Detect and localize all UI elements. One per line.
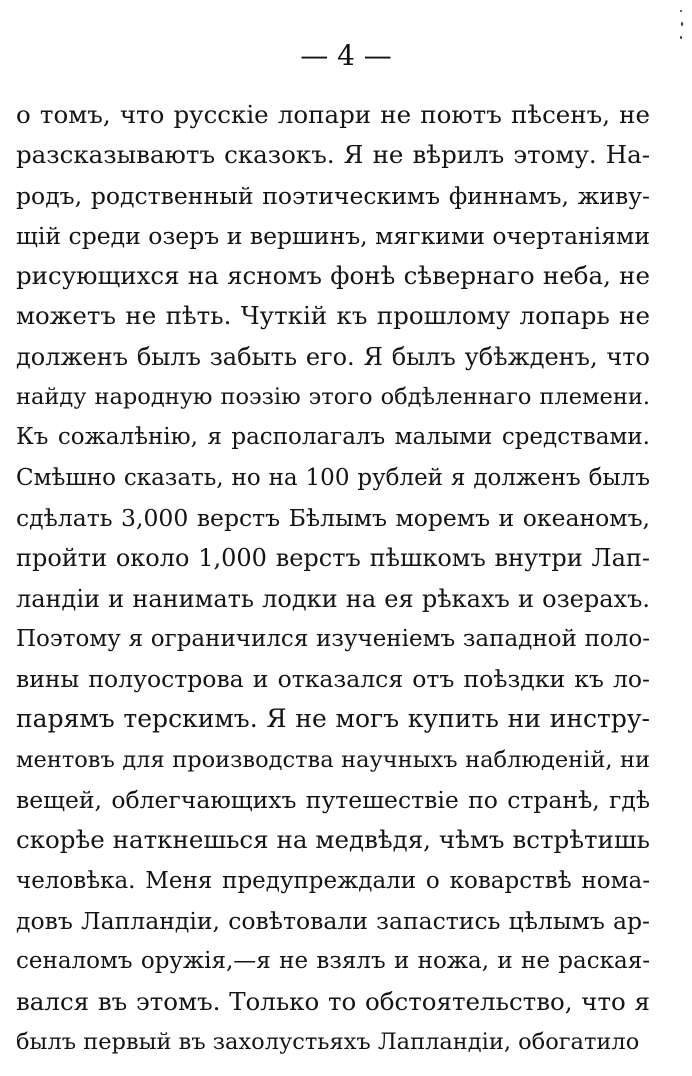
text-line: можетъ не пѣть. Чуткій къ прошлому лопарь не — [16, 301, 650, 331]
text-line: родъ, родственный поэтическимъ финнамъ, живу- — [16, 181, 650, 210]
text-line: рисующихся на ясномъ фонѣ сѣвернаго неба, не — [16, 261, 650, 291]
text-line: долженъ былъ забыть его. Я былъ убѣжденъ, что — [16, 342, 650, 371]
text-line: ментовъ для производства научныхъ наблюденій, ни — [16, 746, 650, 773]
text-line: скорѣе наткнешься на медвѣдя, чѣмъ встрѣтишь — [16, 825, 650, 855]
text-line: человѣка. Меня предупреждали о коварствѣ нома- — [16, 867, 650, 894]
text-line: Смѣшно сказать, но на 100 рублей я долженъ былъ — [16, 464, 650, 491]
text-line: сеналомъ оружія,—я не взялъ и ножа, и не раская- — [16, 948, 650, 975]
text-line: ландіи и нанимать лодки на ея рѣкахъ и озерахъ. — [16, 584, 650, 613]
text-line: довъ Лапландіи, совѣтовали запастись цѣлымъ ар- — [16, 906, 650, 935]
text-line: былъ первый въ захолустьяхъ Лапландіи, обогатило — [16, 1028, 640, 1055]
text-line: найду народную поэзію этого обдѣленнаго племени. — [16, 384, 650, 411]
text-line: пройти около 1,000 верстъ пѣшкомъ внутри Лап- — [16, 544, 650, 573]
text-line: Поэтому я ограничился изученіемъ западной поло- — [16, 625, 650, 652]
text-line: разсказываютъ сказокъ. Я не вѣрилъ этому. На- — [16, 140, 650, 170]
text-line: парямъ терскимъ. Я не могъ купить ни инстру- — [16, 704, 650, 734]
text-line: Къ сожалѣнію, я располагалъ малыми средствами. — [16, 424, 650, 451]
body-text — [16, 95, 650, 1062]
text-line: о томъ, что русскіе лопари не поютъ пѣсенъ, не — [16, 100, 650, 129]
text-line: вался въ этомъ. Только то обстоятельство, что я — [16, 986, 650, 1016]
text-line: вещей, облегчающихъ путешествіе по странѣ, гдѣ — [16, 786, 650, 815]
page-number: — 4 — — [300, 39, 392, 72]
text-line: сдѣлать 3,000 верстъ Бѣлымъ моремъ и океаномъ, — [16, 503, 650, 532]
text-line: щій среди озеръ и вершинъ, мягкими очертаніями — [16, 221, 650, 250]
text-line: вины полуострова и отказался отъ поѣздки къ ло- — [16, 665, 650, 694]
